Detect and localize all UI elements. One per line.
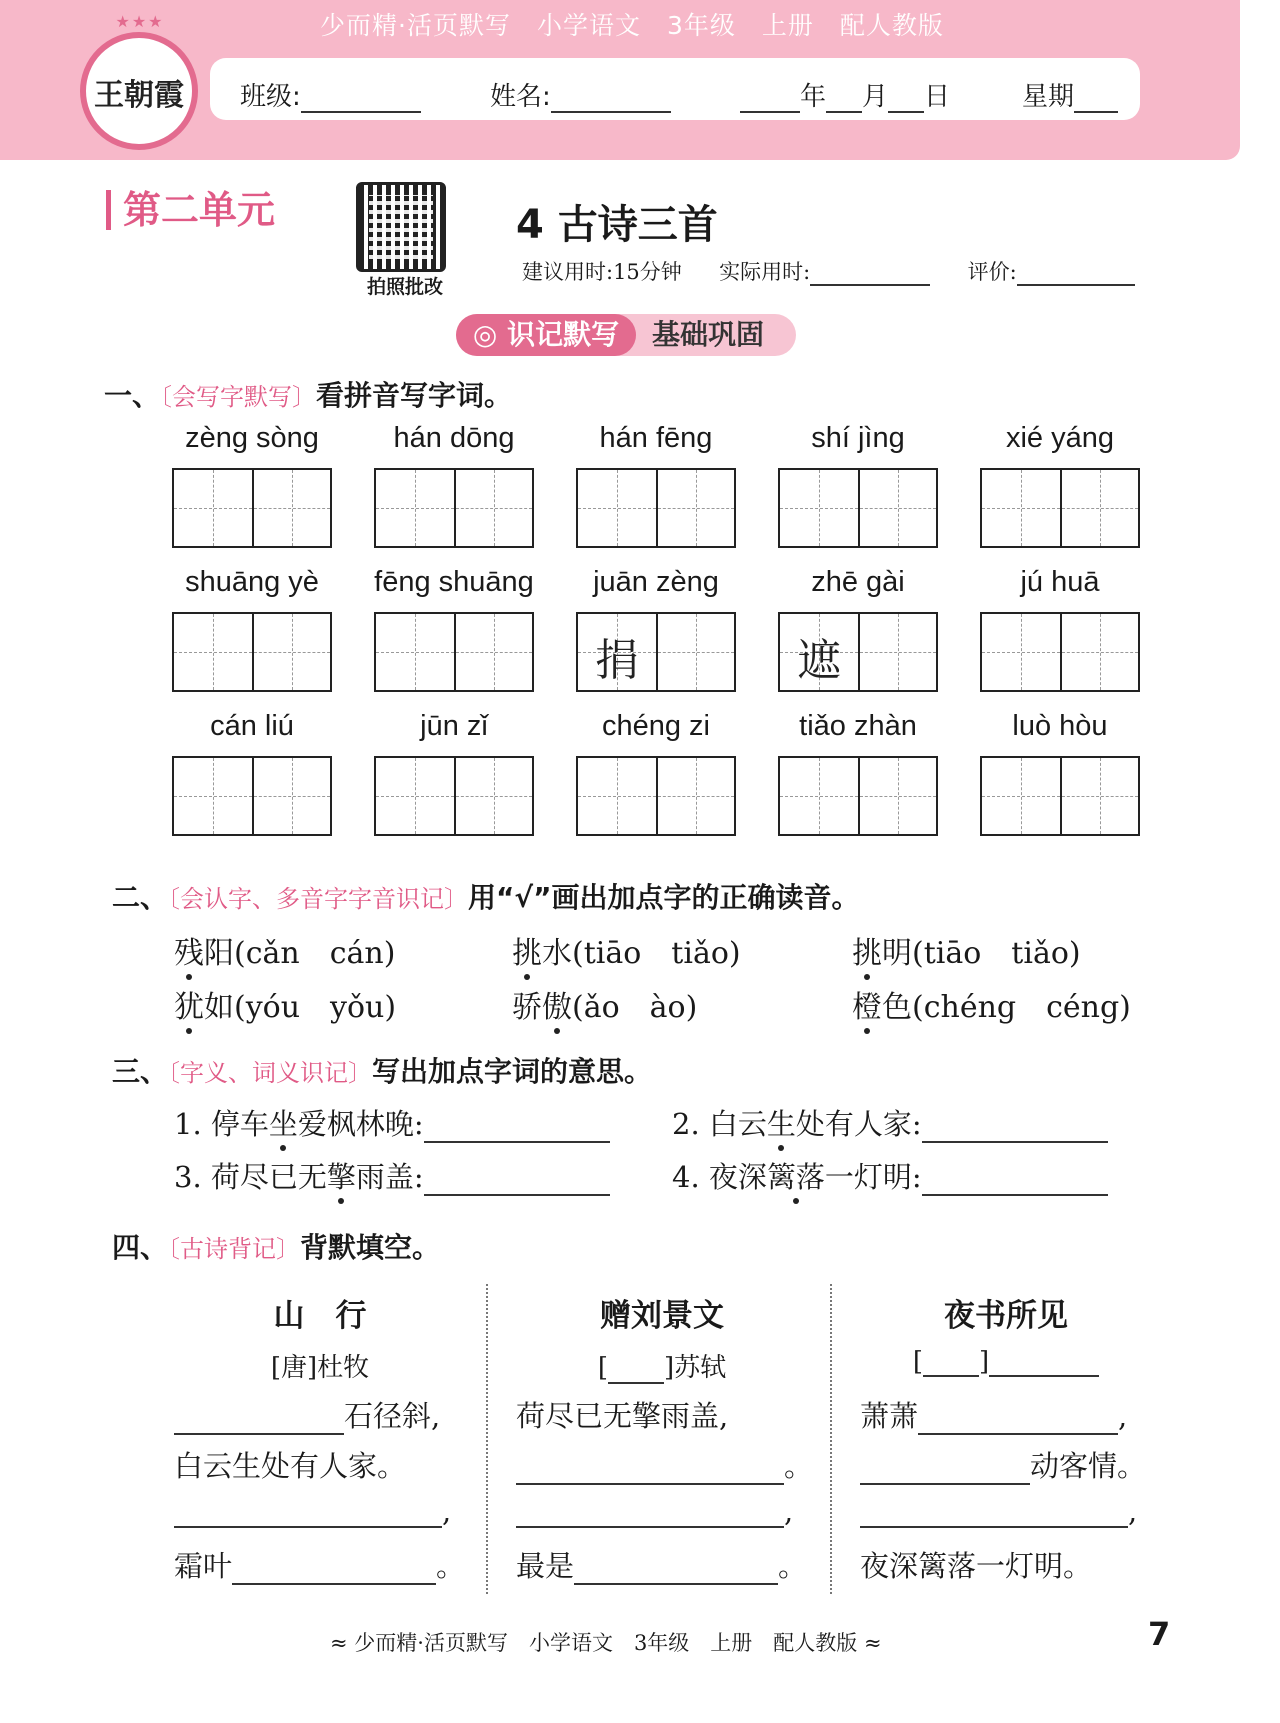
text: , <box>784 1494 794 1528</box>
section1-instruction: 看拼音写字词。 <box>316 379 513 412</box>
writing-cell[interactable] <box>982 614 1060 690</box>
writing-cell[interactable] <box>174 470 252 546</box>
tianzige-box[interactable] <box>576 612 736 692</box>
text: 雨盖: <box>355 1160 424 1194</box>
pinyin-label: xié yáng <box>1005 422 1114 454</box>
answer-line[interactable] <box>922 1164 1108 1196</box>
tianzige-box[interactable] <box>172 612 332 692</box>
meaning-item-3[interactable] <box>174 1155 610 1196</box>
section4-heading <box>112 1226 440 1266</box>
year-label: 年 <box>800 82 827 112</box>
lesson-title: 4 古诗三首 <box>516 202 718 248</box>
text: ] <box>979 1347 990 1377</box>
answer-line[interactable] <box>922 1111 1108 1143</box>
section2-heading <box>112 876 860 916</box>
pinyin-label: fēng shuāng <box>374 566 534 598</box>
pinyin-label: jūn zǐ <box>420 710 488 742</box>
writing-cell[interactable] <box>858 758 936 834</box>
writing-cell[interactable] <box>982 758 1060 834</box>
footer-text: ≈ 少而精·活页默写 小学语文 3年级 上册 配人教版 ≈ <box>330 1631 882 1655</box>
writing-cell[interactable] <box>780 758 858 834</box>
tianzige-box[interactable] <box>980 756 1140 836</box>
text: 最是 <box>516 1549 575 1583</box>
writing-cell[interactable] <box>982 470 1060 546</box>
month-label: 月 <box>862 82 889 112</box>
writing-cell[interactable] <box>1060 758 1138 834</box>
dotted-char: 生 <box>767 1102 796 1143</box>
class-label: 班级: <box>240 82 301 112</box>
writing-cell[interactable] <box>578 614 656 690</box>
writing-cell[interactable] <box>174 614 252 690</box>
tianzige-box[interactable] <box>172 756 332 836</box>
pinyin-label: luò hòu <box>1012 710 1108 742</box>
text: 萧萧 <box>860 1399 919 1433</box>
text: 霜叶 <box>174 1549 233 1583</box>
poem-line-1[interactable] <box>860 1394 1127 1435</box>
text: 1. 停车 <box>174 1107 269 1141</box>
pinyin-label: chéng zi <box>601 710 710 742</box>
section-tabs <box>456 314 796 356</box>
char: 如 <box>204 990 234 1025</box>
page-number: 7 <box>1148 1615 1171 1653</box>
char: 骄 <box>512 990 542 1025</box>
poem-line-1: 荷尽已无擎雨盖, <box>516 1399 729 1433</box>
text: 。 <box>784 1449 814 1483</box>
dotted-char: 傲 <box>542 982 572 1026</box>
poem-line-4[interactable] <box>174 1544 465 1585</box>
dotted-char: 犹 <box>174 982 204 1026</box>
tianzige-box[interactable] <box>576 756 736 836</box>
rating-label: 评价: <box>967 260 1017 284</box>
poem-author: [唐]杜牧 <box>270 1353 370 1383</box>
reading-choice-4[interactable] <box>174 982 396 1026</box>
student-info-box <box>210 58 1140 120</box>
poem-line-2[interactable] <box>860 1444 1146 1485</box>
text: 动客情。 <box>1030 1449 1147 1483</box>
section4-instruction: 背默填空。 <box>300 1231 441 1264</box>
poem-line-1[interactable] <box>174 1394 440 1435</box>
text: 一灯明: <box>824 1160 922 1194</box>
char: 水 <box>542 936 572 971</box>
column-divider <box>486 1284 488 1594</box>
writing-cell[interactable] <box>252 470 330 546</box>
pinyin-label: shí jìng <box>811 422 905 454</box>
weekday-label: 星期 <box>1022 82 1075 112</box>
options: (chéng céng) <box>912 990 1131 1025</box>
reading-choice-1[interactable] <box>174 928 395 972</box>
section2-instruction: 用“√”画出加点字的正确读音。 <box>468 881 860 914</box>
writing-cell[interactable] <box>454 614 532 690</box>
section1-number: 一、 <box>104 379 161 412</box>
example-char: 捐 <box>595 635 639 686</box>
class-field[interactable] <box>240 76 421 113</box>
unit-title: 第二单元 <box>106 190 275 230</box>
writing-cell[interactable] <box>454 470 532 546</box>
writing-cell[interactable] <box>1060 614 1138 690</box>
section4-tag: 〔古诗背记〕 <box>168 1235 301 1263</box>
weekday-field[interactable] <box>1022 76 1118 113</box>
pinyin-label: juān zèng <box>593 566 719 598</box>
text: ]苏轼 <box>664 1353 727 1383</box>
dotted-char: 挑 <box>512 928 542 972</box>
brand-name: 王朝霞 <box>94 78 184 113</box>
section3-instruction: 写出加点字词的意思。 <box>372 1055 653 1088</box>
writing-cell[interactable] <box>578 758 656 834</box>
text: [ <box>597 1353 608 1383</box>
answer-line[interactable] <box>424 1164 610 1196</box>
writing-cell[interactable] <box>174 758 252 834</box>
poem-zengliujingwen <box>512 1290 812 1600</box>
text: 2. 白云 <box>672 1107 767 1141</box>
name-label: 姓名: <box>490 82 551 112</box>
dotted-char: 橙 <box>852 982 882 1026</box>
poem-line-2[interactable] <box>516 1444 813 1485</box>
options: (tiāo tiǎo) <box>912 936 1081 971</box>
writing-cell[interactable] <box>656 758 734 834</box>
section3-number: 三、 <box>112 1055 169 1088</box>
section2-number: 二、 <box>112 881 169 914</box>
text: 石径斜, <box>344 1399 441 1433</box>
tianzige-box[interactable] <box>980 612 1140 692</box>
writing-cell[interactable] <box>656 470 734 546</box>
example-char: 遮 <box>797 635 841 686</box>
tianzige-box[interactable] <box>778 756 938 836</box>
char: 阳 <box>204 936 234 971</box>
dotted-char: 篱落 <box>767 1155 825 1196</box>
text: 爱枫林晚: <box>297 1107 424 1141</box>
poem-yeshusuojian <box>856 1290 1156 1600</box>
pinyin-label: zèng sòng <box>185 422 319 454</box>
reading-choice-3[interactable] <box>852 928 1081 972</box>
pinyin-label: shuāng yè <box>185 566 319 598</box>
tianzige-box[interactable] <box>172 468 332 548</box>
writing-cell[interactable] <box>780 614 858 690</box>
tianzige-box[interactable] <box>374 756 534 836</box>
column-divider <box>830 1284 832 1594</box>
tianzige-box[interactable] <box>374 612 534 692</box>
dotted-char: 挑 <box>852 928 882 972</box>
tab-memorize-label: 识记默写 <box>507 318 620 351</box>
writing-cell[interactable] <box>780 470 858 546</box>
writing-cell[interactable] <box>858 614 936 690</box>
writing-cell[interactable] <box>578 470 656 546</box>
pinyin-label: hán dōng <box>393 422 515 454</box>
options: (yóu yǒu) <box>234 990 397 1025</box>
dotted-char: 坐 <box>269 1102 298 1143</box>
text: 4. 夜深 <box>672 1160 767 1194</box>
pinyin-label: hán fēng <box>599 422 713 454</box>
series-title: 少而精·活页默写 小学语文 3年级 上册 配人教版 <box>320 11 944 40</box>
poem-line-3[interactable] <box>174 1494 451 1528</box>
text: , <box>1128 1494 1138 1528</box>
tab-memorize[interactable]: ◎ 识记默写 <box>456 314 636 356</box>
writing-cell[interactable] <box>376 470 454 546</box>
writing-cell[interactable] <box>858 470 936 546</box>
timing-row <box>522 256 1135 286</box>
dotted-char: 擎 <box>327 1155 356 1196</box>
char: 明 <box>882 936 912 971</box>
options: (ǎo ào) <box>572 990 698 1025</box>
qr-code-icon[interactable] <box>356 182 446 272</box>
answer-line[interactable] <box>424 1111 610 1143</box>
section3-tag: 〔字义、词义识记〕 <box>168 1059 373 1087</box>
poem-author[interactable] <box>856 1347 1156 1377</box>
text: [ <box>912 1347 923 1377</box>
writing-cell[interactable] <box>252 614 330 690</box>
tianzige-box[interactable] <box>374 468 534 548</box>
tianzige-box[interactable] <box>980 468 1140 548</box>
writing-cell[interactable] <box>1060 470 1138 546</box>
tianzige-box[interactable] <box>576 468 736 548</box>
reading-choice-2[interactable] <box>512 928 741 972</box>
char: 色 <box>882 990 912 1025</box>
poem-line-4[interactable] <box>516 1544 807 1585</box>
text: 。 <box>436 1549 466 1583</box>
writing-cell[interactable] <box>656 614 734 690</box>
writing-cell[interactable] <box>454 758 532 834</box>
qr-caption: 拍照批改 <box>366 276 443 298</box>
poem-line-4: 夜深篱落一灯明。 <box>860 1549 1093 1583</box>
day-label: 日 <box>924 82 951 112</box>
meaning-item-1[interactable] <box>174 1102 610 1143</box>
section2-tag: 〔会认字、多音字字音识记〕 <box>168 885 469 913</box>
writing-cell[interactable] <box>376 614 454 690</box>
brand-logo <box>80 12 198 150</box>
section1-heading <box>104 374 512 414</box>
crown-icon: ★★★ <box>115 12 165 31</box>
poem-title: 赠刘景文 <box>600 1298 724 1334</box>
poem-line-2: 白云生处有人家。 <box>174 1449 407 1483</box>
name-field[interactable] <box>490 76 671 113</box>
writing-cell[interactable] <box>252 758 330 834</box>
pinyin-label: tiǎo zhàn <box>799 710 917 742</box>
section1-tag: 〔会写字默写〕 <box>160 383 317 411</box>
poem-title: 山 行 <box>273 1298 367 1334</box>
pinyin-label: cán liú <box>210 710 294 742</box>
text: 3. 荷尽已无 <box>174 1160 327 1194</box>
meaning-item-2[interactable] <box>672 1102 1108 1143</box>
poem-line-3[interactable] <box>860 1494 1137 1528</box>
dotted-char: 残 <box>174 928 204 972</box>
reading-choice-5[interactable] <box>512 982 697 1026</box>
tab-consolidate[interactable]: 基础巩固 <box>652 318 765 351</box>
meaning-item-4[interactable] <box>672 1155 1108 1196</box>
section4-number: 四、 <box>112 1231 169 1264</box>
options: (tiāo tiǎo) <box>572 936 741 971</box>
pinyin-label: zhē gài <box>811 566 905 598</box>
tianzige-box[interactable] <box>778 612 938 692</box>
reading-choice-6[interactable] <box>852 982 1131 1026</box>
poem-shanxing <box>170 1290 470 1600</box>
suggested-time: 建议用时:15分钟 <box>522 260 682 284</box>
options: (cǎn cán) <box>234 936 396 971</box>
date-field[interactable] <box>740 76 950 113</box>
actual-time-label: 实际用时: <box>719 260 811 284</box>
text: , <box>1118 1399 1128 1433</box>
poem-author[interactable] <box>512 1347 812 1384</box>
section3-heading <box>112 1050 652 1090</box>
text: 。 <box>778 1549 808 1583</box>
poem-title: 夜书所见 <box>944 1298 1068 1334</box>
tianzige-box[interactable] <box>778 468 938 548</box>
poem-line-3[interactable] <box>516 1494 793 1528</box>
text: , <box>442 1494 452 1528</box>
writing-cell[interactable] <box>376 758 454 834</box>
text: 处有人家: <box>795 1107 922 1141</box>
pinyin-label: jú huā <box>1020 566 1100 598</box>
